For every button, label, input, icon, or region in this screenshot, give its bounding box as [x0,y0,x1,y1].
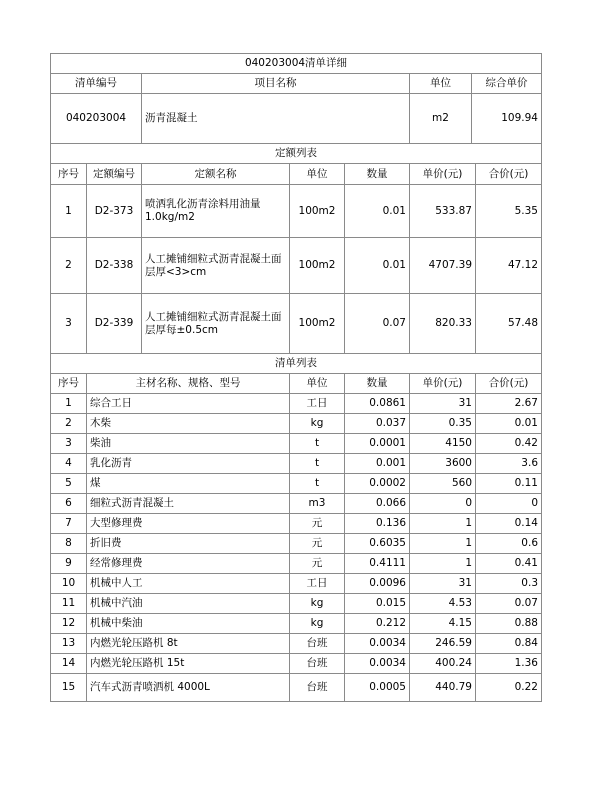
quota-row-name: 人工摊铺细粒式沥青混凝土面层厚每±0.5cm [142,294,290,354]
quota-row-no: 1 [51,185,87,238]
quota-row [51,185,542,238]
materials-row-total: 0.01 [476,414,542,434]
materials-row-total: 1.36 [476,654,542,674]
materials-row [51,594,542,614]
materials-col-price: 单价(元) [410,374,476,394]
materials-row-qty: 0.0034 [345,654,410,674]
materials-row-price: 400.24 [410,654,476,674]
materials-row-qty: 0.6035 [345,534,410,554]
materials-row-qty: 0.0096 [345,574,410,594]
quota-row-unit: 100m2 [290,238,345,294]
quota-row-unit: 100m2 [290,185,345,238]
materials-row [51,514,542,534]
materials-col-no: 序号 [51,374,87,394]
materials-row-total: 0.42 [476,434,542,454]
materials-row-total: 3.6 [476,454,542,474]
quota-col-total: 合价(元) [476,164,542,185]
materials-row-name: 内燃光轮压路机 8t [87,634,290,654]
quota-row-total: 47.12 [476,238,542,294]
quota-col-no: 序号 [51,164,87,185]
name-header: 项目名称 [142,74,410,94]
code-header: 清单编号 [51,74,142,94]
quota-row-qty: 0.01 [345,238,410,294]
quota-row-name: 人工摊铺细粒式沥青混凝土面层厚<3>cm [142,238,290,294]
materials-row-no: 12 [51,614,87,634]
materials-row-unit: t [290,434,345,454]
materials-row-no: 11 [51,594,87,614]
item-summary-table [50,53,542,144]
materials-row-price: 560 [410,474,476,494]
unit-header: 单位 [410,74,472,94]
materials-row [51,394,542,414]
materials-row [51,554,542,574]
materials-row-price: 1 [410,534,476,554]
quota-section [51,144,542,185]
materials-row-total: 0.14 [476,514,542,534]
quota-header-row [51,164,542,185]
materials-row-no: 14 [51,654,87,674]
materials-row-total: 0.22 [476,674,542,702]
materials-row-price: 4150 [410,434,476,454]
materials-row-total: 0.07 [476,594,542,614]
quota-row-code: D2-339 [87,294,142,354]
materials-row-qty: 0.001 [345,454,410,474]
materials-row [51,494,542,514]
materials-row-name: 经常修理费 [87,554,290,574]
materials-rows [51,394,542,702]
quota-col-price: 单价(元) [410,164,476,185]
materials-row-total: 0.88 [476,614,542,634]
materials-row-unit: kg [290,614,345,634]
materials-row-unit: kg [290,414,345,434]
detail-table [50,143,542,702]
quota-row-price: 4707.39 [410,238,476,294]
materials-row-name: 木柴 [87,414,290,434]
materials-row-name: 机械中汽油 [87,594,290,614]
materials-row-no: 8 [51,534,87,554]
quota-row [51,238,542,294]
quota-row-code: D2-338 [87,238,142,294]
materials-row-name: 综合工日 [87,394,290,414]
materials-row-qty: 0.066 [345,494,410,514]
materials-row-qty: 0.015 [345,594,410,614]
materials-row-unit: 台班 [290,654,345,674]
quota-row-name: 喷洒乳化沥青涂料用油量1.0kg/m2 [142,185,290,238]
page-title: 040203004清单详细 [51,54,542,74]
materials-row-unit: 台班 [290,634,345,654]
materials-row [51,434,542,454]
materials-row-no: 5 [51,474,87,494]
materials-row-qty: 0.212 [345,614,410,634]
materials-row [51,674,542,702]
quota-col-code: 定额编号 [87,164,142,185]
materials-row-qty: 0.0001 [345,434,410,454]
materials-row-price: 0.35 [410,414,476,434]
quota-col-name: 定额名称 [142,164,290,185]
materials-row-unit: 元 [290,554,345,574]
materials-row-name: 折旧费 [87,534,290,554]
materials-row-no: 4 [51,454,87,474]
materials-row-qty: 0.0005 [345,674,410,702]
materials-row-total: 0.6 [476,534,542,554]
materials-row-total: 0.41 [476,554,542,574]
materials-row-price: 31 [410,394,476,414]
materials-row-name: 乳化沥青 [87,454,290,474]
materials-row-no: 1 [51,394,87,414]
materials-row-no: 9 [51,554,87,574]
quota-row-unit: 100m2 [290,294,345,354]
quota-row-price: 820.33 [410,294,476,354]
item-unit: m2 [410,94,472,144]
materials-row-name: 内燃光轮压路机 15t [87,654,290,674]
materials-row-no: 7 [51,514,87,534]
materials-row-name: 汽车式沥青喷洒机 4000L [87,674,290,702]
quota-row-qty: 0.07 [345,294,410,354]
quota-row-no: 3 [51,294,87,354]
materials-row-price: 31 [410,574,476,594]
materials-row-no: 10 [51,574,87,594]
materials-row [51,574,542,594]
materials-row-unit: t [290,454,345,474]
materials-row-price: 1 [410,554,476,574]
materials-row-unit: 台班 [290,674,345,702]
materials-row-name: 机械中柴油 [87,614,290,634]
materials-row-price: 0 [410,494,476,514]
materials-row-name: 煤 [87,474,290,494]
materials-row-unit: 工日 [290,394,345,414]
quota-rows [51,185,542,354]
quota-row-no: 2 [51,238,87,294]
price-header: 综合单价 [472,74,542,94]
materials-row [51,414,542,434]
materials-row-no: 6 [51,494,87,514]
quota-row-total: 57.48 [476,294,542,354]
quota-col-unit: 单位 [290,164,345,185]
materials-row-total: 0 [476,494,542,514]
materials-section-title: 清单列表 [51,354,542,374]
quota-col-qty: 数量 [345,164,410,185]
quota-row-price: 533.87 [410,185,476,238]
materials-row-no: 2 [51,414,87,434]
materials-row-unit: 元 [290,514,345,534]
materials-col-total: 合价(元) [476,374,542,394]
materials-row-total: 0.3 [476,574,542,594]
materials-row-unit: 工日 [290,574,345,594]
materials-row-unit: kg [290,594,345,614]
materials-row-total: 2.67 [476,394,542,414]
materials-row-no: 13 [51,634,87,654]
materials-col-name: 主材名称、规格、型号 [87,374,290,394]
quota-row-total: 5.35 [476,185,542,238]
materials-row-unit: t [290,474,345,494]
materials-row [51,454,542,474]
materials-header-row [51,374,542,394]
materials-row-price: 4.15 [410,614,476,634]
materials-row-price: 3600 [410,454,476,474]
item-code: 040203004 [51,94,142,144]
materials-row-qty: 0.0034 [345,634,410,654]
quota-section-title: 定额列表 [51,144,542,164]
materials-row [51,534,542,554]
materials-section [51,354,542,394]
materials-row-price: 440.79 [410,674,476,702]
materials-row-no: 15 [51,674,87,702]
materials-row-qty: 0.136 [345,514,410,534]
materials-row-qty: 0.0002 [345,474,410,494]
materials-row-name: 细粒式沥青混凝土 [87,494,290,514]
materials-row-price: 246.59 [410,634,476,654]
materials-row-no: 3 [51,434,87,454]
materials-col-unit: 单位 [290,374,345,394]
materials-row [51,654,542,674]
materials-row [51,474,542,494]
materials-row-qty: 0.0861 [345,394,410,414]
materials-row-unit: m3 [290,494,345,514]
item-name: 沥青混凝土 [142,94,410,144]
materials-row-name: 柴油 [87,434,290,454]
quota-row-code: D2-373 [87,185,142,238]
materials-row-name: 大型修理费 [87,514,290,534]
item-price: 109.94 [472,94,542,144]
materials-row-name: 机械中人工 [87,574,290,594]
materials-row-unit: 元 [290,534,345,554]
materials-row-price: 1 [410,514,476,534]
materials-row-qty: 0.4111 [345,554,410,574]
materials-row [51,634,542,654]
quota-row-qty: 0.01 [345,185,410,238]
materials-col-qty: 数量 [345,374,410,394]
materials-row [51,614,542,634]
materials-row-total: 0.11 [476,474,542,494]
quota-row [51,294,542,354]
materials-row-total: 0.84 [476,634,542,654]
materials-row-price: 4.53 [410,594,476,614]
materials-row-qty: 0.037 [345,414,410,434]
